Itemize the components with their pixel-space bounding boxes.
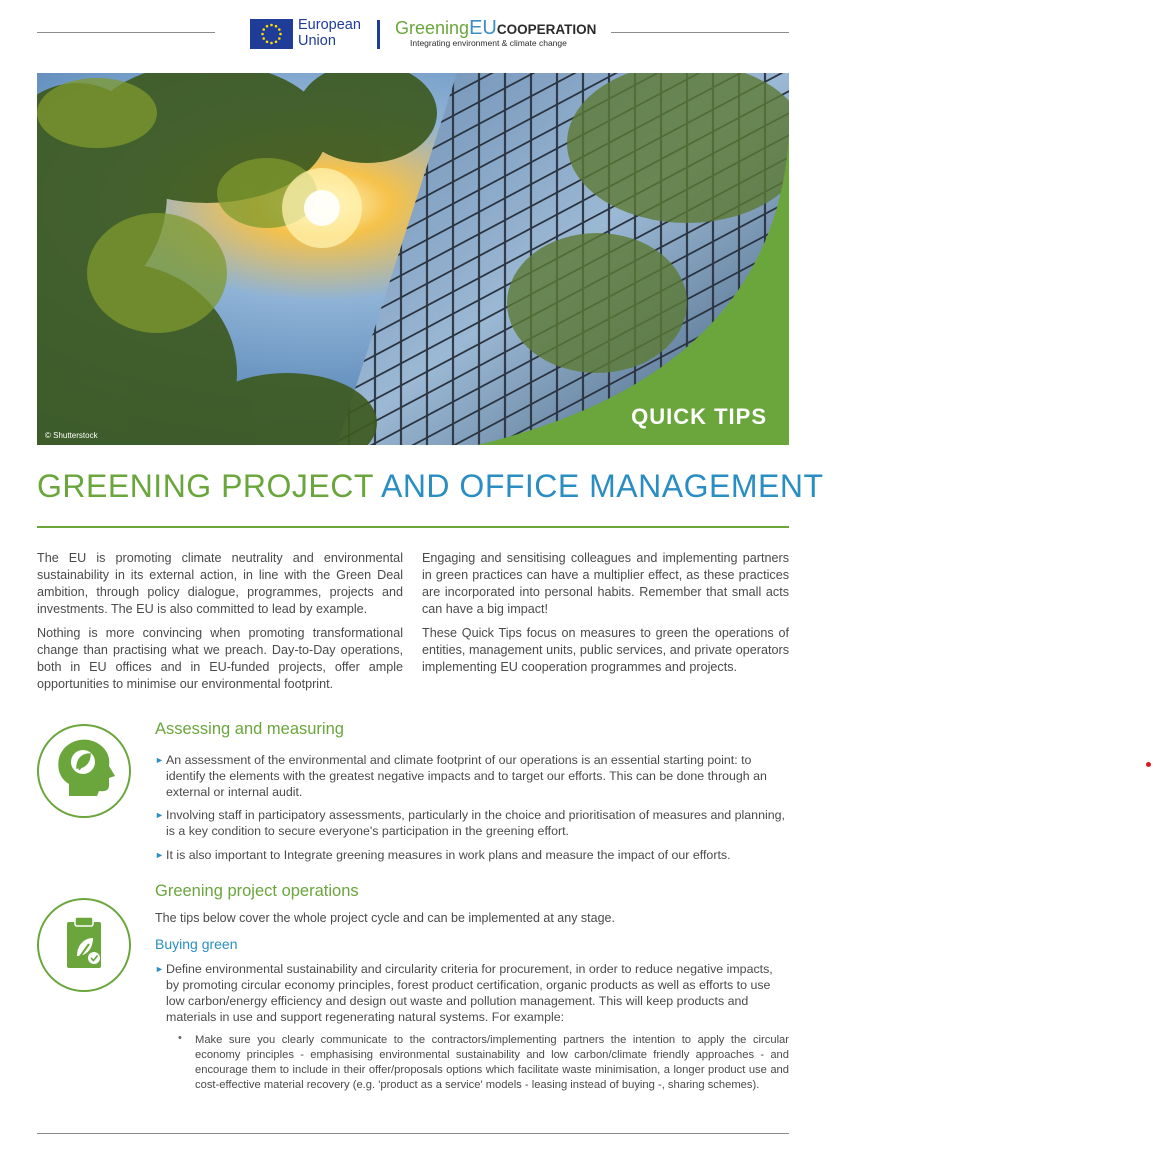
- eu-logo-text: [298, 17, 361, 49]
- brand-tagline: Integrating environment & climate change: [410, 38, 567, 48]
- bullet-text: Define environmental sustainability and circularity criteria for procurement, in order to reduce negative impacts, by promoting circular economy principles, forest product certification, organic products as well as efforts to use low carbon/energy efficiency and design out waste and pollution management. This will keep products and materials in use and support regenerating natural systems. For example:: [166, 962, 773, 1024]
- list-item: [155, 752, 789, 800]
- bullet-arrow-icon: ►: [155, 964, 164, 974]
- subheading-buying-green: Buying green: [155, 936, 238, 952]
- intro-right-paragraph-1: Engaging and sensitising colleagues and implementing partners in green practices can have a multiplier effect, as these practices are incorporated into personal habits. Remember that small acts can have a big impact!: [422, 551, 789, 616]
- bullet-text: An assessment of the environmental and climate footprint of our operations is an essential starting point: to identify the elements with the greatest negative impacts and to target our efforts. This can be done through an external or internal audit.: [166, 753, 767, 799]
- title-part-green: GREENING PROJECT: [37, 468, 374, 504]
- list-item: [155, 807, 789, 839]
- clipboard-leaf-icon: [37, 898, 131, 992]
- eu-logo-line2: Union: [298, 33, 336, 49]
- title-part-blue: AND OFFICE MANAGEMENT: [380, 468, 824, 504]
- sub-list-item: Make sure you clearly communicate to the contractors/implementing partners the intention to apply the circular economy principles - emphasising environmental sustainability and low carbon/climate friendly approaches - and encourage them to include in their offer/proposals options which facilitate waste minimisation, a longer product use and cost-effective material recovery (e.g. 'product as a service' models - leasing instead of buying -, sharing schemes).: [195, 1034, 789, 1091]
- list-item: [155, 961, 789, 1025]
- bullet-text: It is also important to Integrate greening measures in work plans and measure the impact of our efforts.: [166, 848, 731, 862]
- header-rule-right: [611, 32, 789, 33]
- red-dot-marker: [1146, 762, 1151, 767]
- bullet-arrow-icon: ►: [155, 850, 164, 860]
- intro-left-paragraph-1: The EU is promoting climate neutrality and environmental sustainability in its external action, in line with the Green Deal ambition, through policy dialogue, programmes, projects and investments. The EU is also committed to lead by example.: [37, 551, 403, 616]
- brand-cooperation: COOPERATION: [496, 22, 597, 37]
- quick-tips-badge: QUICK TIPS: [631, 404, 767, 429]
- head-leaf-icon: [37, 724, 131, 818]
- hero-image: [37, 73, 789, 445]
- bullet-arrow-icon: ►: [155, 755, 164, 765]
- greening-eu-logo: [395, 17, 596, 40]
- intro-left-paragraph-2: Nothing is more convincing when promoting transformational change than practising what we preach. Day-to-Day operations, both in EU offices and in EU-funded projects, offer ample opportunities to minimise our environmental footprint.: [37, 626, 403, 691]
- footer-rule: [37, 1133, 789, 1134]
- title-underline: [37, 526, 789, 528]
- photo-credit: © Shutterstock: [45, 431, 98, 440]
- intro-right-paragraph-2: These Quick Tips focus on measures to green the operations of entities, management units, public services, and private operators implementing EU cooperation programmes and projects.: [422, 626, 789, 674]
- logo-divider: [377, 20, 380, 49]
- bullet-arrow-icon: ►: [155, 810, 164, 820]
- header-rule-left: [37, 32, 215, 33]
- section-heading-assessing: Assessing and measuring: [155, 720, 344, 738]
- sub-bullet-dot-icon: •: [178, 1032, 182, 1044]
- brand-eu: EU: [469, 17, 497, 39]
- brand-greening: Greening: [395, 18, 470, 38]
- list-item: [155, 847, 789, 863]
- section-heading-project-operations: Greening project operations: [155, 882, 359, 900]
- eu-logo-line1: European: [298, 17, 361, 33]
- page-title: [37, 468, 823, 505]
- bullet-text: Involving staff in participatory assessments, particularly in the choice and prioritisation of measures and planning, is a key condition to secure everyone's participation in the greening effort.: [166, 808, 785, 838]
- eu-flag-logo: [250, 19, 293, 49]
- section-intro: The tips below cover the whole project cycle and can be implemented at any stage.: [155, 911, 615, 925]
